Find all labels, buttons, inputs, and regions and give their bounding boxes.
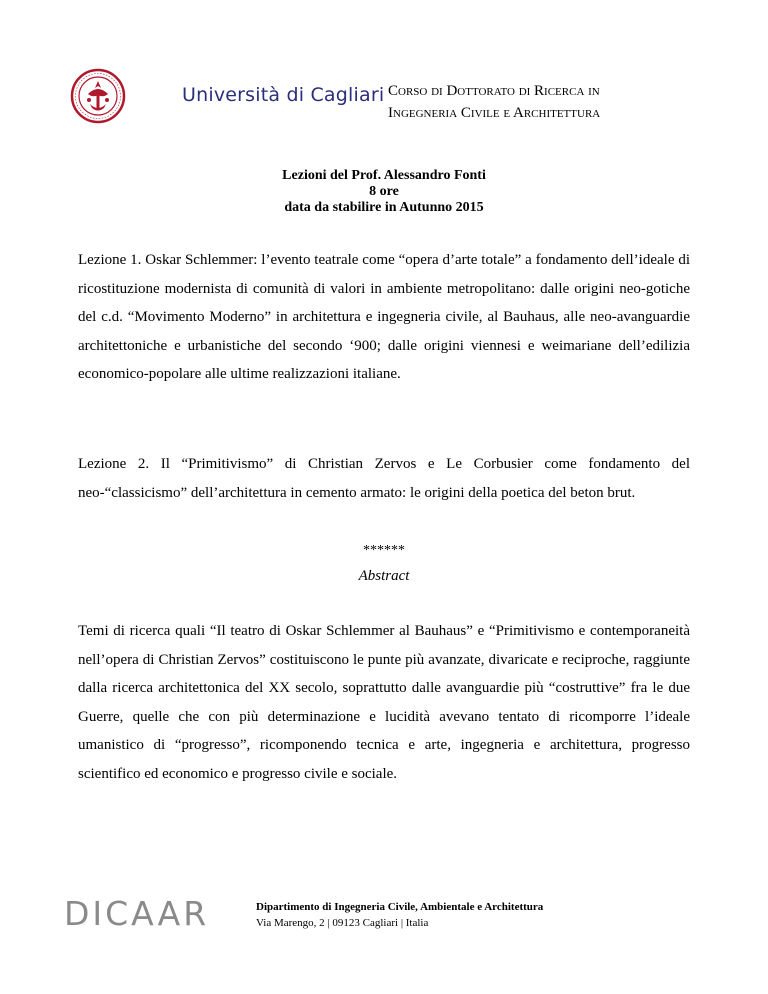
abstract-paragraph: Temi di ricerca quali “Il teatro di Oskar Schlemmer al Bauhaus” e “Primitivismo e contemporaneità nell’opera di Christian Zervos” costituiscono le punte più avanzate, divaricate e reciproche, raggiunte dalla ricerca architettonica del XX secolo, soprattutto dalle avanguardie più “costruttive” fra le due Guerre, quelle che con più determinazione e lucidità avevano tentato di ricomporre l’ideale umanistico di “progresso”, ricomponendo tecnica e arte, ingegneria e architettura, progresso scientifico ed economico e progresso civile e sociale. bbox=[78, 623, 690, 782]
department-info bbox=[256, 899, 543, 931]
course-title-line2: Ingegneria Civile e Architettura bbox=[388, 105, 601, 121]
abstract-title: Abstract bbox=[358, 568, 410, 584]
university-logo bbox=[70, 68, 385, 124]
lessons-info bbox=[0, 168, 768, 216]
date-line: data da stabilire in Autunno 2015 bbox=[284, 200, 484, 215]
hours-line: 8 ore bbox=[369, 184, 399, 199]
department-name: Dipartimento di Ingegneria Civile, Ambientale e Architettura bbox=[256, 901, 544, 913]
department-address: Via Marengo, 2 | 09123 Cagliari | Italia bbox=[256, 917, 429, 929]
dicaar-logo-text: DICAAR bbox=[64, 896, 210, 930]
dicaar-logo bbox=[64, 896, 224, 930]
course-title-line1: Corso di Dottorato di Ricerca in bbox=[388, 83, 600, 99]
lesson-1-paragraph: Lezione 1. Oskar Schlemmer: l’evento teatrale come “opera d’arte totale” a fondamento dell’ideale di ricostituzione modernista di comunità di valori in ambiente metropolitano: dalle origini neo-gotiche del c.d. “Movimento Moderno” in architettura e ingegneria civile, al Bauhaus, alle neo-avanguardie architettoniche e urbanistiche del secondo ‘900; dalle origini viennesi e weimariane dell’edilizia economico-popolare alle ultime realizzazioni italiane. bbox=[78, 252, 690, 382]
course-title bbox=[388, 80, 600, 124]
lecturer-line: Lezioni del Prof. Alessandro Fonti bbox=[282, 168, 486, 183]
university-seal-icon bbox=[70, 68, 126, 124]
university-name: Università di Cagliari bbox=[182, 84, 385, 106]
lesson-2-paragraph: Lezione 2. Il “Primitivismo” di Christian Zervos e Le Corbusier come fondamento del neo-“classicismo” dell’architettura in cemento armato: le origini della poetica del beton brut. bbox=[78, 456, 690, 501]
separator: ****** bbox=[363, 543, 405, 558]
